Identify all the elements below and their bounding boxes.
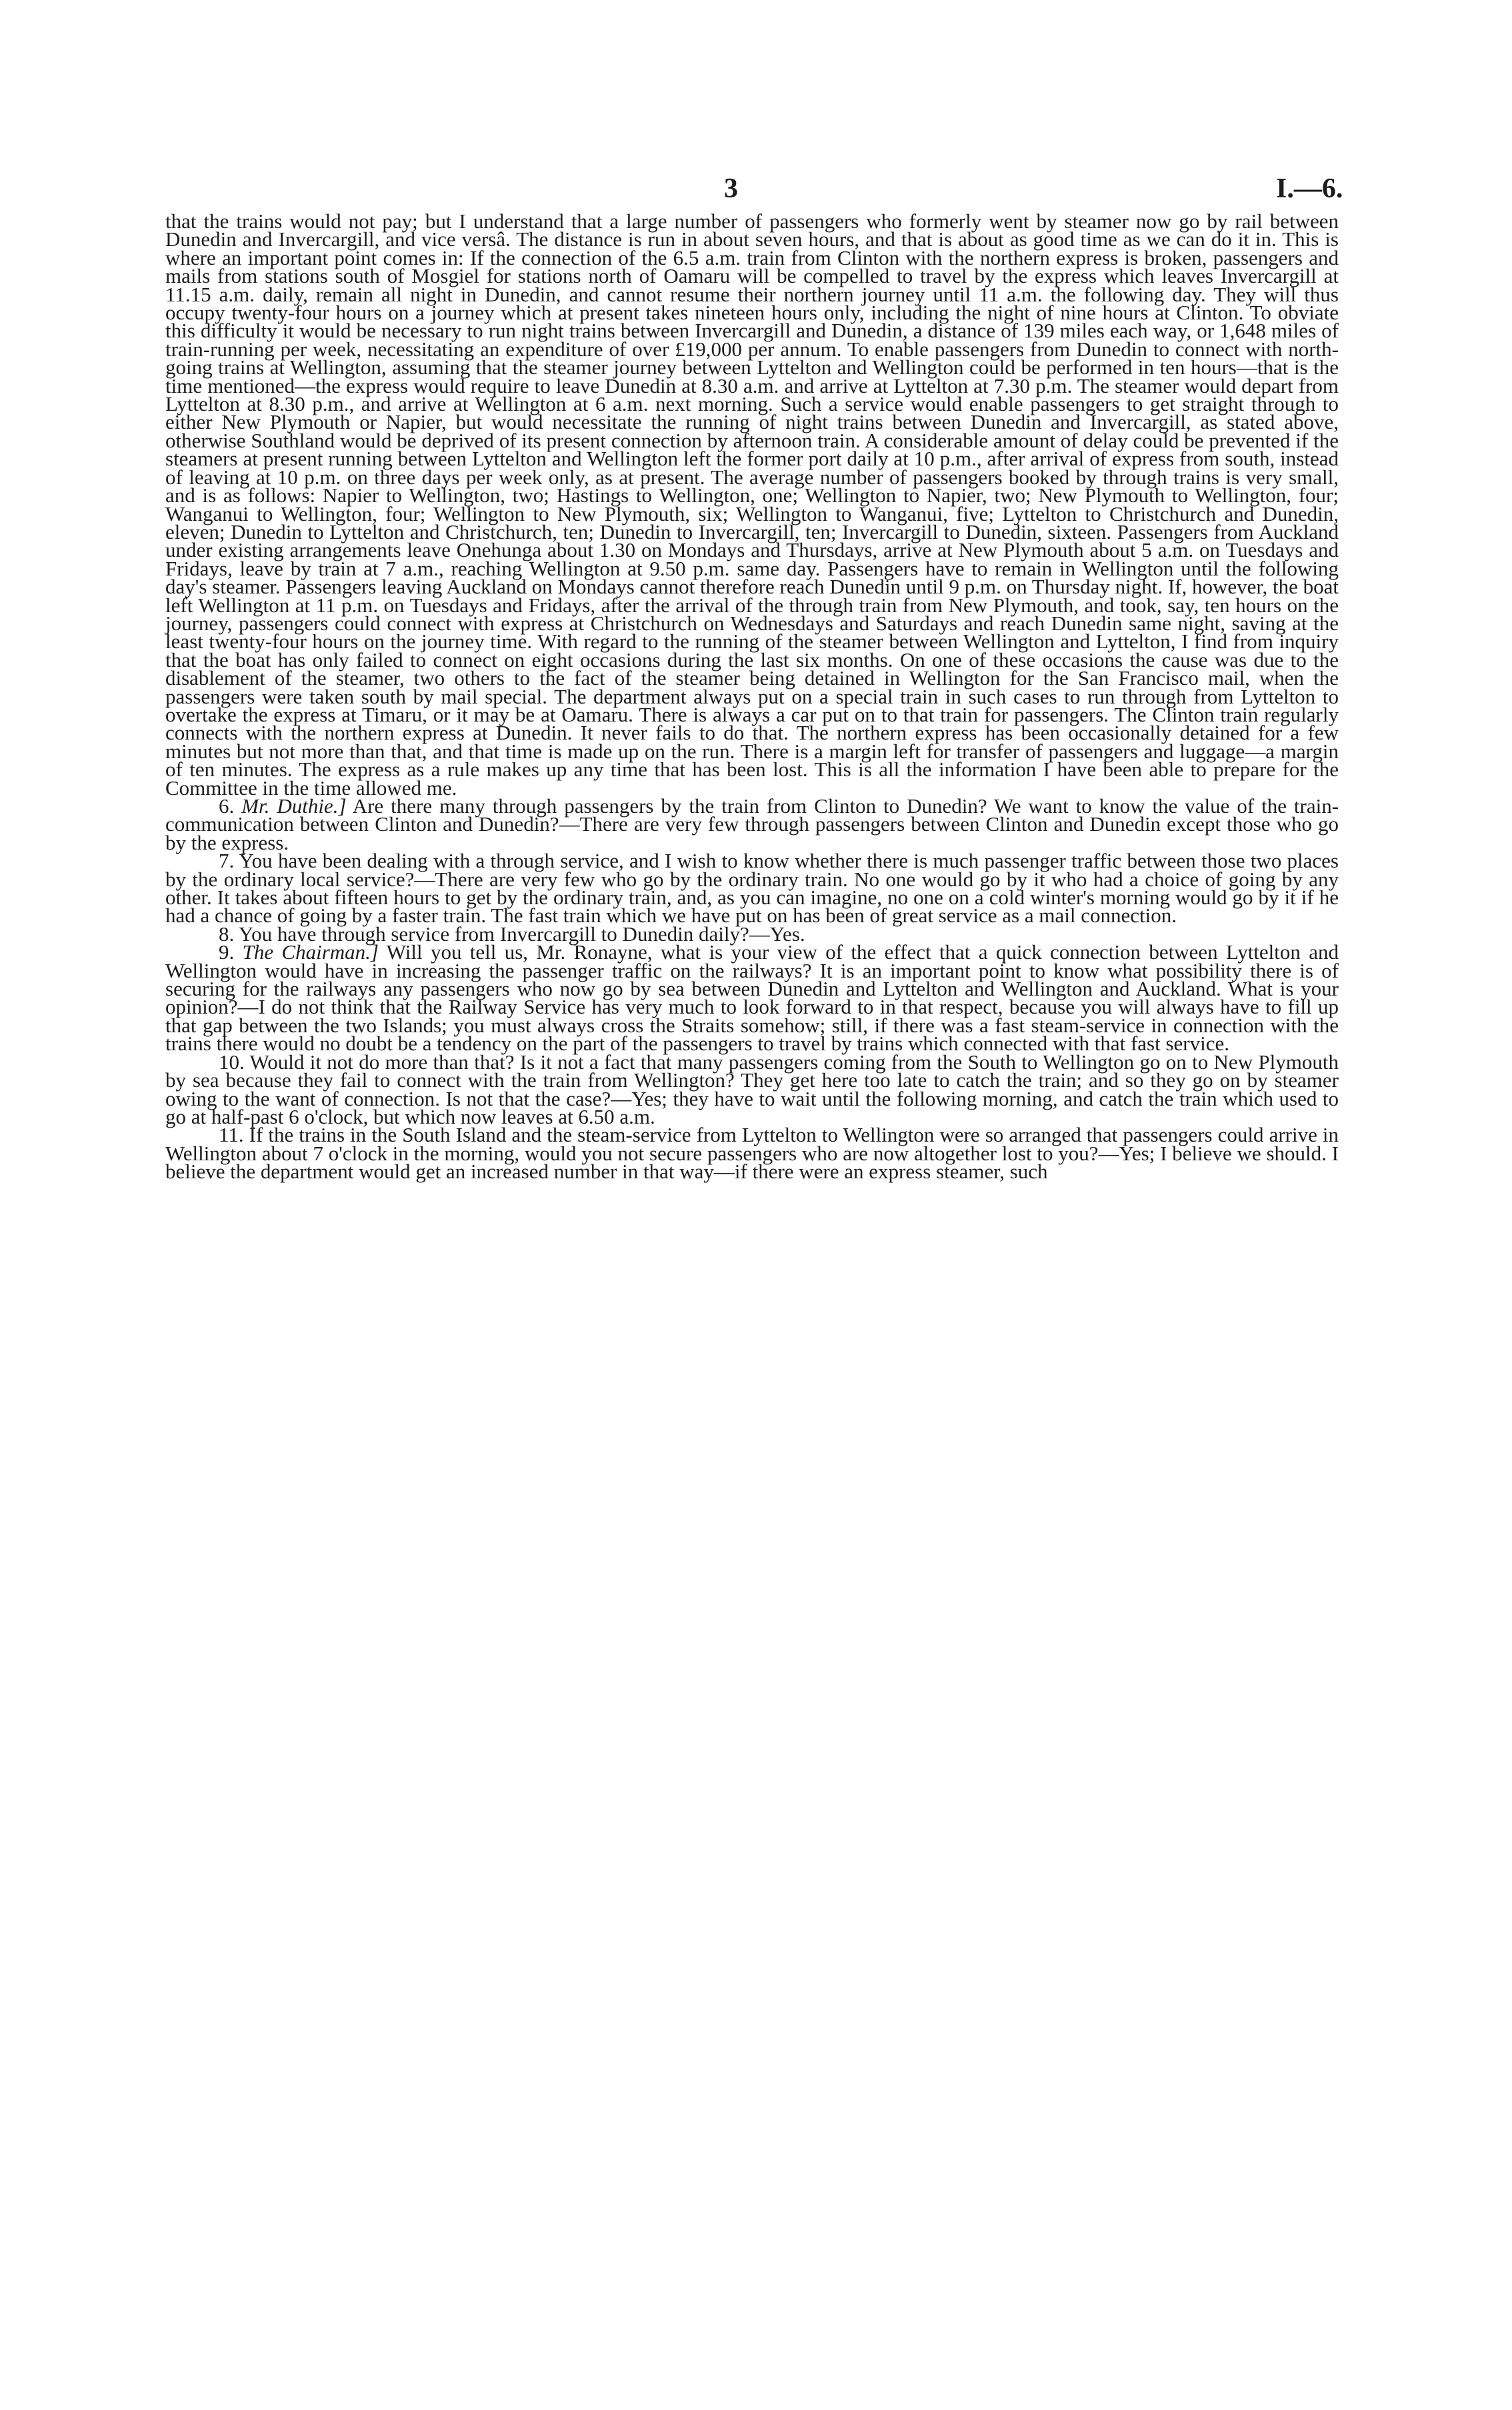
paragraph-text: You have through service from Invercargill to Dunedin daily?—Yes. — [238, 922, 805, 946]
paragraph-number: 7. — [219, 849, 235, 873]
paragraph-7 — [165, 849, 1339, 928]
paragraph-number: 10. — [219, 1050, 245, 1074]
paragraph-6 — [165, 794, 1339, 854]
paragraph-number: 11. — [219, 1123, 244, 1147]
paragraph-11 — [165, 1123, 1339, 1184]
paragraph-number: 6. — [219, 794, 235, 818]
paragraph-continued — [165, 209, 1339, 800]
paragraph-text: Will you tell us, Mr. Ronayne, what is your view of the effect that a quick connection between Lyttelton and Wellington would have in increasing the passenger traffic on the railways? It is an important point to know what possibility there is of securing for the railways any passengers who now go by sea between Dunedin and Lyttelton and Wellington and Auckland. What is your opinion?—I do not think that the Railway Service has very much to look forward to in that respect, because you will always have to fill up that gap between the two Islands; you must always cross the Straits somehow; still, if there was a fast steam-service in connection with the trains there would no doubt be a tendency on the part of the passengers to travel by trains which connected with that fast service. — [165, 940, 1339, 1056]
paragraph-9 — [165, 940, 1339, 1056]
paragraph-text: If the trains in the South Island and the steam-service from Lyttelton to Wellington were so arranged that passengers could arrive in Wellington about 7 o'clock in the morning, would you not secure passengers who are now altogether lost to you?—Yes; I believe we should. I believe the department would get an increased number in that way—if there were an express steamer, such — [165, 1123, 1339, 1184]
paragraph-text: You have been dealing with a through service, and I wish to know whether there is much passenger traffic between those two places by the ordinary local service?—There are very few who go by the ordinary train. No one would go by it who had a choice of going by any other. It takes about fifteen hours to get by the ordinary train, and, as you can imagine, no one on a cold winter's morning would go by it if he had a chance of going by a faster train. The fast train which we have put on has been of great service as a mail connection. — [165, 849, 1339, 928]
paragraph-text: Would it not do more than that? Is it not a fact that many passengers coming from the South to Wellington go on to New Plymouth by sea because they fail to connect with the train from Wellington? They get here too late to catch the train; and so they go on by steamer owing to the want of connection. Is not that the case?—Yes; they have to wait until the following morning, and catch the train which used to go at half-past 6 o'clock, but which now leaves at 6.50 a.m. — [165, 1050, 1339, 1128]
page-number: 3 — [724, 173, 738, 204]
body-text — [165, 209, 1339, 1184]
paragraph-number: 8. — [219, 922, 235, 946]
paragraph-text: Are there many through passengers by the train from Clinton to Dunedin? We want to know the value of the train-communication between Clinton and Dunedin?—There are very few through passengers between Clinton and Dunedin except those who go by the express. — [165, 794, 1339, 854]
paragraph-number: 9. — [219, 940, 235, 964]
document-reference: I.—6. — [1276, 173, 1343, 204]
speaker-label: Mr. Duthie.] — [241, 794, 347, 818]
paragraph-10 — [165, 1050, 1339, 1128]
paragraph-text: that the trains would not pay; but I understand that a large number of passengers who formerly went by steamer now go by rail between Dunedin and Invercargill, and vice versâ. The distance is run in about seven hours, and that is about as good time as we can do it in. This is where an important point comes in: If the connection of the 6.5 a.m. train from Clinton with the northern express is broken, passengers and mails from stations south of Mosgiel for stations north of Oamaru will be compelled to travel by the express which leaves Invercargill at 11.15 a.m. daily, remain all night in Dunedin, and cannot resume their northern journey until 11 a.m. the following day. They will thus occupy twenty-four hours on a journey which at present takes nineteen hours only, including the night of nine hours at Clinton. To obviate this difficulty it would be necessary to run night trains between Invercargill and Dunedin, a distance of 139 miles each way, or 1,648 miles of train-running per week, necessitating an expenditure of over £19,000 per annum. To enable passengers from Dunedin to connect with north-going trains at Wellington, assuming that the steamer journey between Lyttelton and Wellington could be performed in ten hours—that is the time mentioned—the express would require to leave Dunedin at 8.30 a.m. and arrive at Lyttelton at 7.30 p.m. The steamer would depart from Lyttelton at 8.30 p.m., and arrive at Wellington at 6 a.m. next morning. Such a service would enable passengers to get straight through to either New Plymouth or Napier, but would necessitate the running of night trains between Dunedin and Invercargill, as stated above, otherwise Southland would be deprived of its present connection by afternoon train. A considerable amount of delay could be prevented if the steamers at present running between Lyttelton and Wellington left the former port daily at 10 p.m., after arrival of express from south, instead of leaving at 10 p.m. on three days per week only, as at present. The average number of passengers booked by through trains is very small, and is as follows: Napier to Wellington, two; Hastings to Wellington, one; Wellington to Napier, two; New Plymouth to Wellington, four; Wanganui to Wellington, four; Wellington to New Plymouth, six; Wellington to Wanganui, five; Lyttelton to Christchurch and Dunedin, eleven; Dunedin to Lyttelton and Christchurch, ten; Dunedin to Invercargill, ten; Invercargill to Dunedin, sixteen. Passengers from Auckland under existing arrangements leave Onehunga about 1.30 on Mondays and Thursdays, arrive at New Plymouth about 5 a.m. on Tuesdays and Fridays, leave by train at 7 a.m., reaching Wellington at 9.50 p.m. same day. Passengers have to remain in Wellington until the following day's steamer. Passengers leaving Auckland on Mondays cannot therefore reach Dunedin until 9 p.m. on Thursday night. If, however, the boat left Wellington at 11 p.m. on Tuesdays and Fridays, after the arrival of the through train from New Plymouth, and took, say, ten hours on the journey, passengers could connect with express at Christchurch on Wednesdays and Saturdays and reach Dunedin same night, saving at the least twenty-four hours on the journey time. With regard to the running of the steamer between Wellington and Lyttelton, I find from inquiry that the boat has only failed to connect on eight occasions during the last six months. On one of these occasions the cause was due to the disablement of the steamer, two others to the fact of the steamer being detained in Wellington for the San Francisco mail, when the passengers were taken south by mail special. The department always put on a special train in such cases to run through from Lyttelton to overtake the express at Timaru, or it may be at Oamaru. There is always a car put on to that train for passengers. The Clinton train regularly connects with the northern express at Dunedin. It never fails to do that. The northern express has been occasionally detained for a few minutes but not more than that, and that time is made up on the run. There is a margin left for transfer of passengers and luggage—a margin of ten minutes. The express as a rule makes up any time that has been lost. This is all the information I have been able to prepare for the Committee in the time allowed me. — [165, 209, 1339, 800]
speaker-label: The Chairman.] — [242, 940, 379, 964]
